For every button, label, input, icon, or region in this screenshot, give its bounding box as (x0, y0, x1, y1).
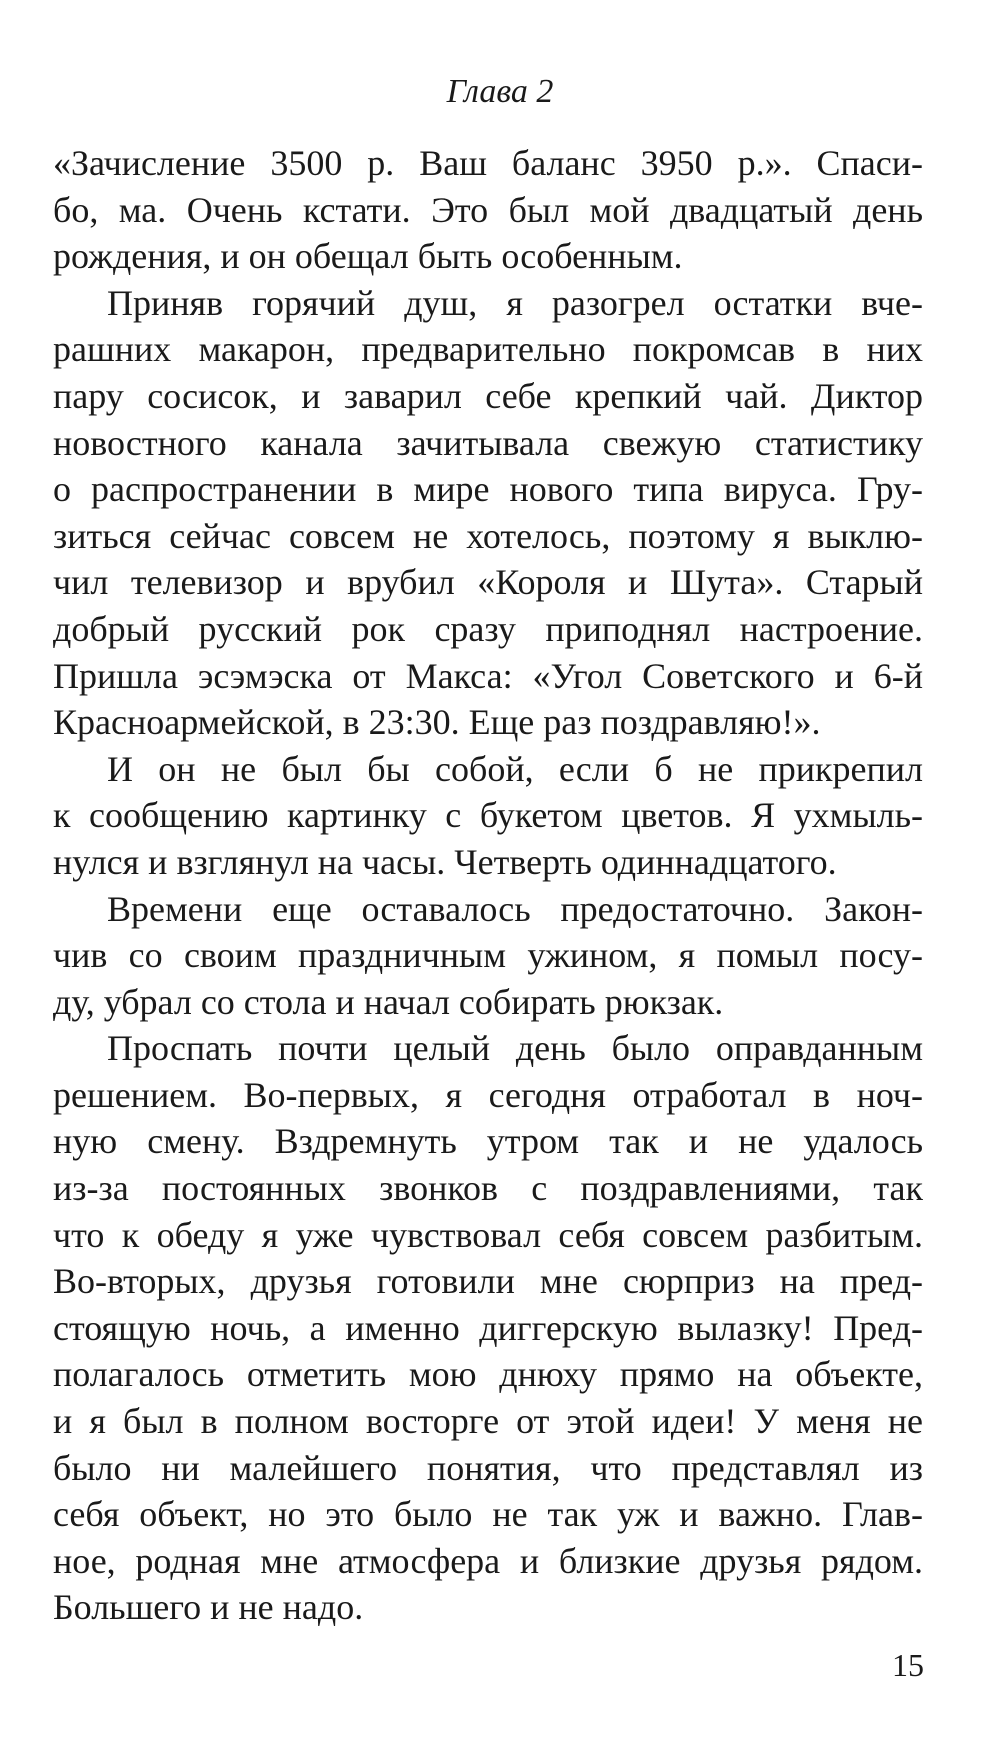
text-line: Времени еще оставалось предостаточно. Закон- (107, 888, 923, 929)
text-line: зиться сейчас совсем не хотелось, поэтому я выклю- (53, 515, 923, 556)
text-line: Приняв горячий душ, я разогрел остатки вче- (107, 282, 923, 323)
text-line: «Зачисление 3500 р. Ваш баланс 3950 р.». Спаси- (53, 143, 923, 183)
text-line: чив со своим праздничным ужином, я помыл посу- (53, 935, 923, 976)
text-line: И он не был бы собой, если б не прикрепил (107, 748, 923, 789)
text-line: ное, родная мне атмосфера и близкие друзья рядом. (53, 1540, 923, 1581)
text-line: добрый русский рок сразу приподнял настроение. (53, 608, 923, 649)
text-line: новостного канала зачитывала свежую статистику (53, 422, 923, 463)
text-line: рождения, и он обещал быть особенным. (53, 236, 683, 277)
text-line: что к обеду я уже чувствовал себя совсем разбитым. (53, 1214, 923, 1255)
text-line: рашних макарон, предварительно покромсав в них (53, 329, 923, 370)
paragraph (53, 886, 923, 1026)
text-line: стоящую ночь, а именно диггерскую вылазку! Пред- (53, 1307, 923, 1348)
text-line: Пришла эсэмэска от Макса: «Угол Советского и 6-й (53, 655, 923, 696)
text-line: пару сосисок, и заварил себе крепкий чай. Диктор (53, 375, 923, 416)
text-line: бо, ма. Очень кстати. Это был мой двадцатый день (53, 189, 923, 230)
chapter-header: Глава 2 (446, 73, 554, 110)
text-line: нулся и взглянул на часы. Четверть одиннадцатого. (53, 841, 837, 882)
text-line: решением. Во-первых, я сегодня отработал в ноч- (53, 1074, 923, 1115)
text-line: чил телевизор и врубил «Короля и Шута». Старый (53, 562, 923, 603)
text-line: ду, убрал со стола и начал собирать рюкзак. (53, 981, 724, 1022)
text-line: и я был в полном восторге от этой идеи! У меня не (53, 1401, 923, 1442)
paragraph (53, 140, 923, 280)
text-line: полагалось отметить мою днюху прямо на объекте, (53, 1354, 923, 1395)
text-line: было ни малейшего понятия, что представлял из (53, 1447, 923, 1488)
text-line: Во-вторых, друзья готовили мне сюрприз на пред- (53, 1261, 923, 1302)
page-body (53, 140, 923, 1631)
text-line: из-за постоянных звонков с поздравлениями, так (53, 1168, 923, 1209)
paragraph (53, 1025, 923, 1631)
paragraph (53, 746, 923, 886)
text-line: Красноармейской, в 23:30. Еще раз поздравляю!». (53, 702, 821, 743)
text-line: Большего и не надо. (53, 1587, 364, 1628)
text-line: Проспать почти целый день было оправданным (107, 1028, 923, 1069)
text-line: о распространении в мире нового типа вируса. Гру- (53, 469, 923, 510)
text-line: к сообщению картинку с букетом цветов. Я ухмыль- (53, 795, 923, 836)
paragraph (53, 280, 923, 746)
page-number: 15 (892, 1647, 924, 1683)
text-line: себя объект, но это было не так уж и важно. Глав- (53, 1494, 923, 1535)
text-line: ную смену. Вздремнуть утром так и не удалось (53, 1121, 923, 1162)
